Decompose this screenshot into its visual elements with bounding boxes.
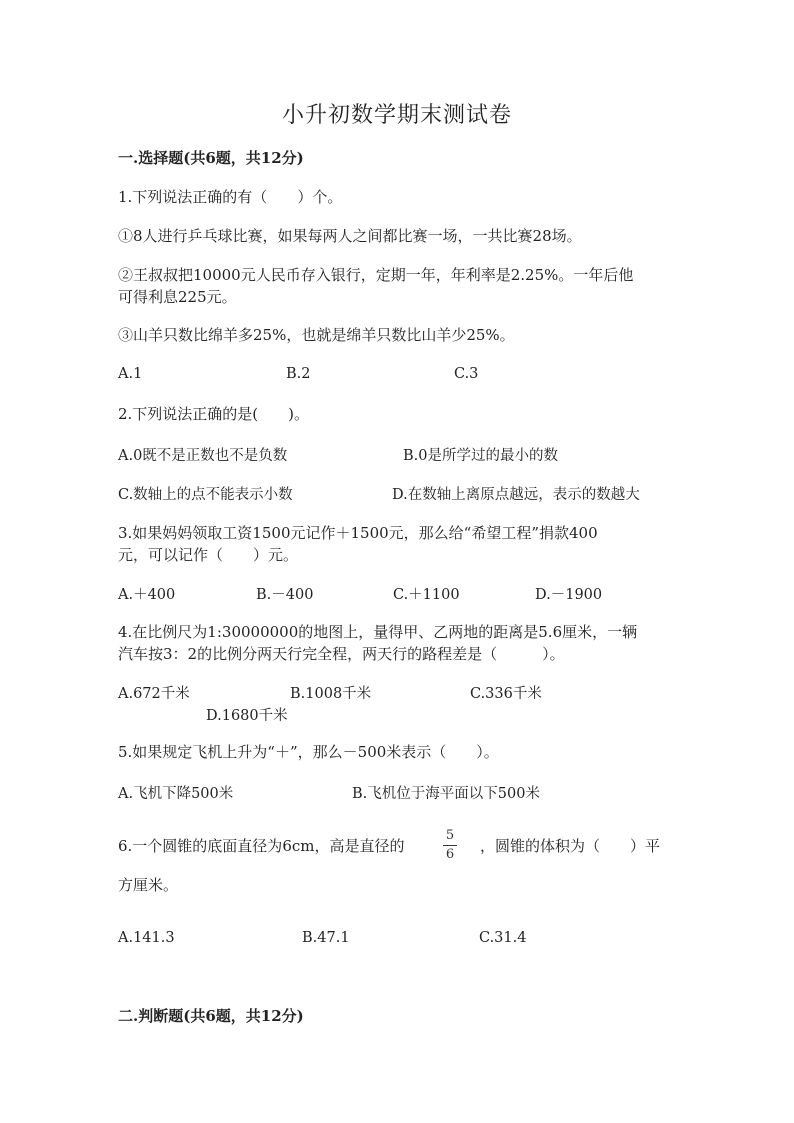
q1-option-b: B.2: [286, 366, 311, 382]
q6-option-a: A.141.3: [118, 930, 175, 946]
q4-option-a: A.672千米: [118, 686, 190, 702]
q2-option-a: A.0既不是正数也不是负数: [118, 448, 288, 464]
q6-stem-part-2: ，圆锥的体积为（ ）平: [480, 837, 661, 855]
q3-option-b: B.－400: [256, 587, 314, 603]
q2-option-b: B.0是所学过的最小的数: [403, 448, 558, 464]
q3-option-d: D.－1900: [535, 587, 603, 603]
q4-stem-line-2: 汽车按3：2的比例分两天行完全程，两天行的路程差是（ ）。: [118, 645, 565, 663]
q2-option-d: D.在数轴上离原点越远，表示的数越大: [392, 487, 640, 503]
q5-option-b: B.飞机位于海平面以下500米: [352, 786, 540, 802]
q1-statement-1: ①8人进行乒乓球比赛，如果每两人之间都比赛一场，一共比赛28场。: [118, 227, 582, 245]
q6-option-b: B.47.1: [302, 930, 350, 946]
section-heading-choice: 一.选择题(共6题，共12分): [118, 149, 304, 167]
q2-stem: 2.下列说法正确的是( )。: [118, 405, 310, 423]
q6-option-c: C.31.4: [479, 930, 527, 946]
q3-stem-line-1: 3.如果妈妈领取工资1500元记作＋1500元，那么给“希望工程”捐款400: [118, 524, 598, 542]
q3-option-a: A.＋400: [118, 587, 176, 603]
q1-statement-3: ③山羊只数比绵羊多25%，也就是绵羊只数比山羊少25%。: [118, 326, 515, 344]
q1-statement-2-line-2: 可得利息225元。: [118, 288, 237, 306]
q2-option-c: C.数轴上的点不能表示小数: [118, 487, 293, 503]
q6-stem-part-1: 6.一个圆锥的底面直径为6cm，高是直径的: [118, 837, 405, 855]
q5-option-a: A.飞机下降500米: [118, 786, 234, 802]
q4-option-d: D.1680千米: [206, 708, 288, 724]
q5-stem: 5.如果规定飞机上升为“＋”，那么－500米表示（ ）。: [118, 743, 499, 761]
q3-stem-line-2: 元，可以记作（ ）元。: [118, 546, 299, 564]
fraction-bar: [443, 845, 457, 846]
q1-statement-2-line-1: ②王叔叔把10000元人民币存入银行，定期一年，年利率是2.25%。一年后他: [118, 266, 634, 284]
fraction-denominator: 6: [445, 847, 455, 862]
q6-stem-line-2: 方厘米。: [118, 876, 179, 894]
q1-option-c: C.3: [454, 366, 479, 382]
q1-option-a: A.1: [118, 366, 143, 382]
q4-option-c: C.336千米: [470, 686, 542, 702]
q4-option-b: B.1008千米: [290, 686, 372, 702]
q4-stem-line-1: 4.在比例尺为1:30000000的地图上，量得甲、乙两地的距离是5.6厘米，一辆: [118, 623, 638, 641]
page-title: 小升初数学期末测试卷: [281, 103, 512, 128]
q1-stem: 1.下列说法正确的有（ ）个。: [118, 188, 343, 206]
q3-option-c: C.＋1100: [393, 587, 460, 603]
fraction-numerator: 5: [445, 828, 455, 843]
q6-fraction: [440, 828, 460, 863]
section-heading-judgement: 二.判断题(共6题，共12分): [118, 1007, 304, 1025]
